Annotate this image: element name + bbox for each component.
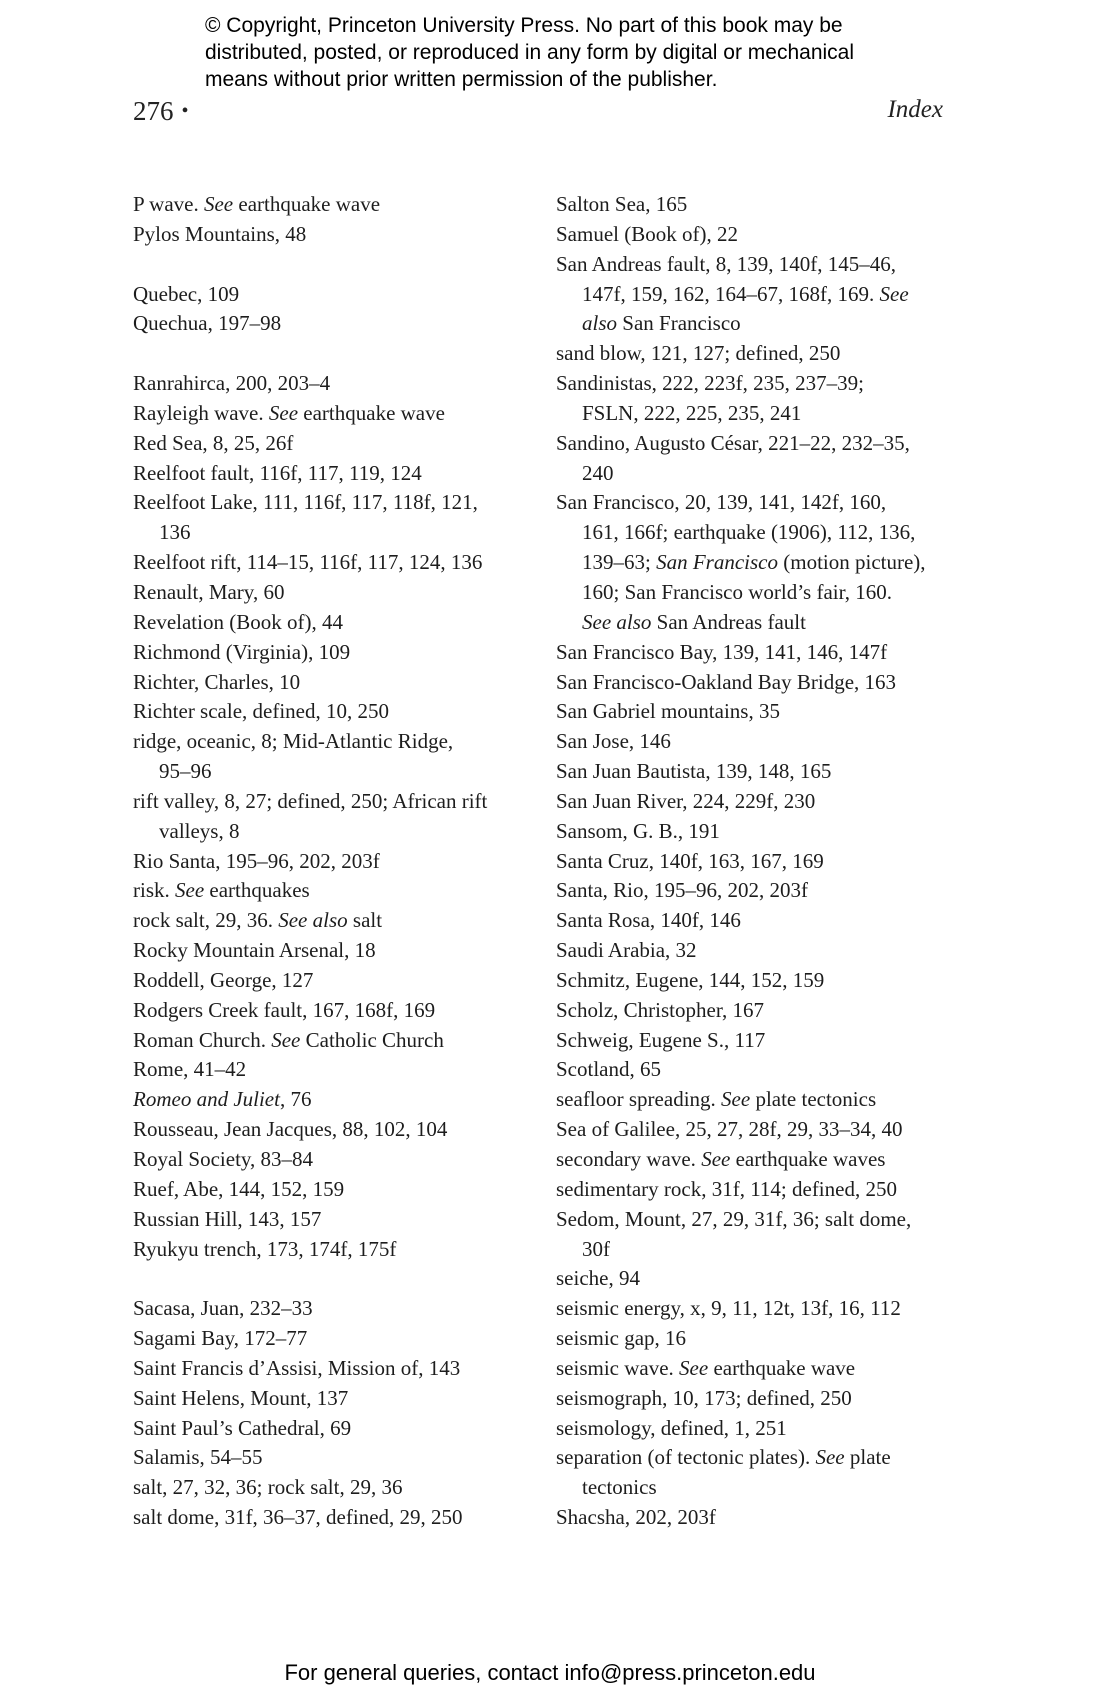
index-entry: San Andreas fault, 8, 139, 140f, 145–46, <box>556 251 897 276</box>
copyright-notice <box>205 12 965 93</box>
index-entry: Roman Church. See Catholic Church <box>133 1027 444 1052</box>
index-entry: Rio Santa, 195–96, 202, 203f <box>133 848 380 873</box>
index-entry: Santa Rosa, 140f, 146 <box>556 908 741 933</box>
italic-term: See <box>679 1355 709 1380</box>
index-entry-continuation: 160; San Francisco world’s fair, 160. <box>582 579 893 604</box>
index-entry: San Francisco-Oakland Bay Bridge, 163 <box>556 669 897 694</box>
index-entry: Reelfoot Lake, 111, 116f, 117, 118f, 121, <box>133 490 478 515</box>
index-entry-continuation: 30f <box>582 1236 610 1261</box>
index-entry: Rome, 41–42 <box>133 1057 247 1082</box>
index-letter-gap <box>133 1264 533 1294</box>
index-entry: Reelfoot rift, 114–15, 116f, 117, 124, 136 <box>133 550 483 575</box>
index-entry: San Juan River, 224, 229f, 230 <box>556 788 816 813</box>
index-entry-continuation: valleys, 8 <box>159 818 240 843</box>
index-entry: San Francisco Bay, 139, 141, 146, 147f <box>556 639 888 664</box>
index-entry-continuation: 147f, 159, 162, 164–67, 168f, 169. See <box>582 281 909 306</box>
index-entry: Revelation (Book of), 44 <box>133 609 343 634</box>
index-entry: Scholz, Christopher, 167 <box>556 997 764 1022</box>
index-entry: Sansom, G. B., 191 <box>556 818 720 843</box>
index-entry: San Jose, 146 <box>556 729 671 754</box>
index-entry: Roddell, George, 127 <box>133 967 314 992</box>
index-entry: Romeo and Juliet, 76 <box>133 1087 312 1112</box>
index-entry-continuation: also San Francisco <box>582 311 741 336</box>
index-entry: P wave. See earthquake wave <box>133 192 381 216</box>
index-entry: Scotland, 65 <box>556 1057 661 1082</box>
index-entry-continuation: FSLN, 222, 225, 235, 241 <box>582 400 802 425</box>
italic-term: See <box>879 281 909 306</box>
index-entry: Reelfoot fault, 116f, 117, 119, 124 <box>133 460 422 485</box>
index-entry-continuation: 139–63; San Francisco (motion picture), <box>582 550 926 575</box>
index-entry: Sedom, Mount, 27, 29, 31f, 36; salt dome, <box>556 1206 912 1231</box>
index-entry: Sandinistas, 222, 223f, 235, 237–39; <box>556 371 864 396</box>
folio-bullet: • <box>181 100 189 122</box>
index-entry-continuation: See also San Andreas fault <box>582 609 806 634</box>
index-entry-continuation: tectonics <box>582 1475 657 1500</box>
index-entry: San Juan Bautista, 139, 148, 165 <box>556 759 832 784</box>
index-entry: salt, 27, 32, 36; rock salt, 29, 36 <box>133 1475 403 1500</box>
index-entry: Quebec, 109 <box>133 281 240 306</box>
index-entry: San Gabriel mountains, 35 <box>556 699 780 724</box>
index-entry: Sandino, Augusto César, 221–22, 232–35, <box>556 430 910 455</box>
index-entry: seismic gap, 16 <box>556 1326 687 1351</box>
index-entry: Rodgers Creek fault, 167, 168f, 169 <box>133 997 436 1022</box>
index-entry: Renault, Mary, 60 <box>133 579 285 604</box>
index-entry: Rayleigh wave. See earthquake wave <box>133 400 445 425</box>
running-head: Index <box>887 96 943 123</box>
page-number-text: 276 <box>133 96 174 126</box>
index-entry: Sea of Galilee, 25, 27, 28f, 29, 33–34, 40 <box>556 1117 903 1142</box>
index-entry-continuation: 95–96 <box>159 759 212 784</box>
index-entry: Sacasa, Juan, 232–33 <box>133 1296 313 1321</box>
index-entry: Pylos Mountains, 48 <box>133 221 307 246</box>
index-entry: Richter scale, defined, 10, 250 <box>133 699 389 724</box>
italic-term: See <box>701 1147 731 1171</box>
index-entry: rift valley, 8, 27; defined, 250; African rift <box>133 788 488 813</box>
footer-contact: For general queries, contact info@press.princeton.edu <box>284 1660 816 1685</box>
index-entry: ridge, oceanic, 8; Mid-Atlantic Ridge, <box>133 729 454 754</box>
index-entry: Royal Society, 83–84 <box>133 1147 314 1171</box>
italic-term: See <box>271 1027 301 1052</box>
page-number <box>133 96 189 127</box>
copyright-line: © Copyright, Princeton University Press. No part of this book may be <box>205 14 843 37</box>
index-entry: seiche, 94 <box>556 1266 640 1291</box>
italic-term: See <box>175 878 205 903</box>
index-entry: seismic energy, x, 9, 11, 12t, 13f, 16, 112 <box>556 1296 901 1321</box>
index-entry: salt dome, 31f, 36–37, defined, 29, 250 <box>133 1505 463 1530</box>
index-entry: Ranrahirca, 200, 203–4 <box>133 371 331 396</box>
index-entry: Ryukyu trench, 173, 174f, 175f <box>133 1236 397 1261</box>
index-entry: Russian Hill, 143, 157 <box>133 1206 322 1231</box>
index-entry: Richter, Charles, 10 <box>133 669 301 694</box>
index-entry: Schweig, Eugene S., 117 <box>556 1027 766 1052</box>
index-entry: Santa, Rio, 195–96, 202, 203f <box>556 878 808 903</box>
index-entry-continuation: 136 <box>159 520 191 545</box>
index-entry: rock salt, 29, 36. See also salt <box>133 908 383 933</box>
italic-term: See <box>721 1087 751 1112</box>
index-letter-gap <box>133 339 533 369</box>
index-entry: seismic wave. See earthquake wave <box>556 1355 856 1380</box>
index-entry: sand blow, 121, 127; defined, 250 <box>556 341 841 366</box>
index-entry: Shacsha, 202, 203f <box>556 1505 716 1530</box>
index-entry-continuation: 240 <box>582 460 614 485</box>
index-entry: Red Sea, 8, 25, 26f <box>133 430 294 455</box>
index-entry: secondary wave. See earthquake waves <box>556 1147 886 1171</box>
index-entry: seismology, defined, 1, 251 <box>556 1415 787 1440</box>
index-column-right <box>556 190 976 1533</box>
index-entry: Saint Helens, Mount, 137 <box>133 1385 349 1410</box>
index-column-left <box>133 190 533 1533</box>
index-letter-gap <box>133 250 533 280</box>
index-entry: Salton Sea, 165 <box>556 192 688 216</box>
italic-term: San Francisco <box>656 550 778 575</box>
index-entry: Richmond (Virginia), 109 <box>133 639 351 664</box>
index-entry: Saint Paul’s Cathedral, 69 <box>133 1415 352 1440</box>
copyright-line: distributed, posted, or reproduced in any form by digital or mechanical <box>205 41 855 64</box>
index-entry: Sagami Bay, 172–77 <box>133 1326 308 1351</box>
italic-term: See <box>815 1445 845 1470</box>
index-entry: seafloor spreading. See plate tectonics <box>556 1087 877 1112</box>
index-entry: San Francisco, 20, 139, 141, 142f, 160, <box>556 490 887 515</box>
index-entry: Ruef, Abe, 144, 152, 159 <box>133 1176 345 1201</box>
index-entry: separation (of tectonic plates). See plate <box>556 1445 891 1470</box>
index-entry: risk. See earthquakes <box>133 878 310 903</box>
index-entry: Samuel (Book of), 22 <box>556 221 738 246</box>
index-entry: Quechua, 197–98 <box>133 311 282 336</box>
copyright-line: means without prior written permission of the publisher. <box>205 68 718 91</box>
italic-term: See <box>203 192 234 216</box>
italic-term: See also <box>278 908 348 933</box>
index-entry: Rousseau, Jean Jacques, 88, 102, 104 <box>133 1117 448 1142</box>
italic-term: See also <box>582 609 652 634</box>
index-entry: Saint Francis d’Assisi, Mission of, 143 <box>133 1355 461 1380</box>
italic-term: Romeo and Juliet <box>133 1087 280 1112</box>
italic-term: See <box>268 400 299 425</box>
index-entry: Schmitz, Eugene, 144, 152, 159 <box>556 967 825 992</box>
index-entry: Rocky Mountain Arsenal, 18 <box>133 938 376 963</box>
index-entry: sedimentary rock, 31f, 114; defined, 250 <box>556 1176 897 1201</box>
italic-term: also <box>582 311 618 336</box>
index-entry: Santa Cruz, 140f, 163, 167, 169 <box>556 848 824 873</box>
index-entry: Salamis, 54–55 <box>133 1445 263 1470</box>
index-entry: Saudi Arabia, 32 <box>556 938 697 963</box>
index-entry-continuation: 161, 166f; earthquake (1906), 112, 136, <box>582 520 916 545</box>
index-entry: seismograph, 10, 173; defined, 250 <box>556 1385 852 1410</box>
